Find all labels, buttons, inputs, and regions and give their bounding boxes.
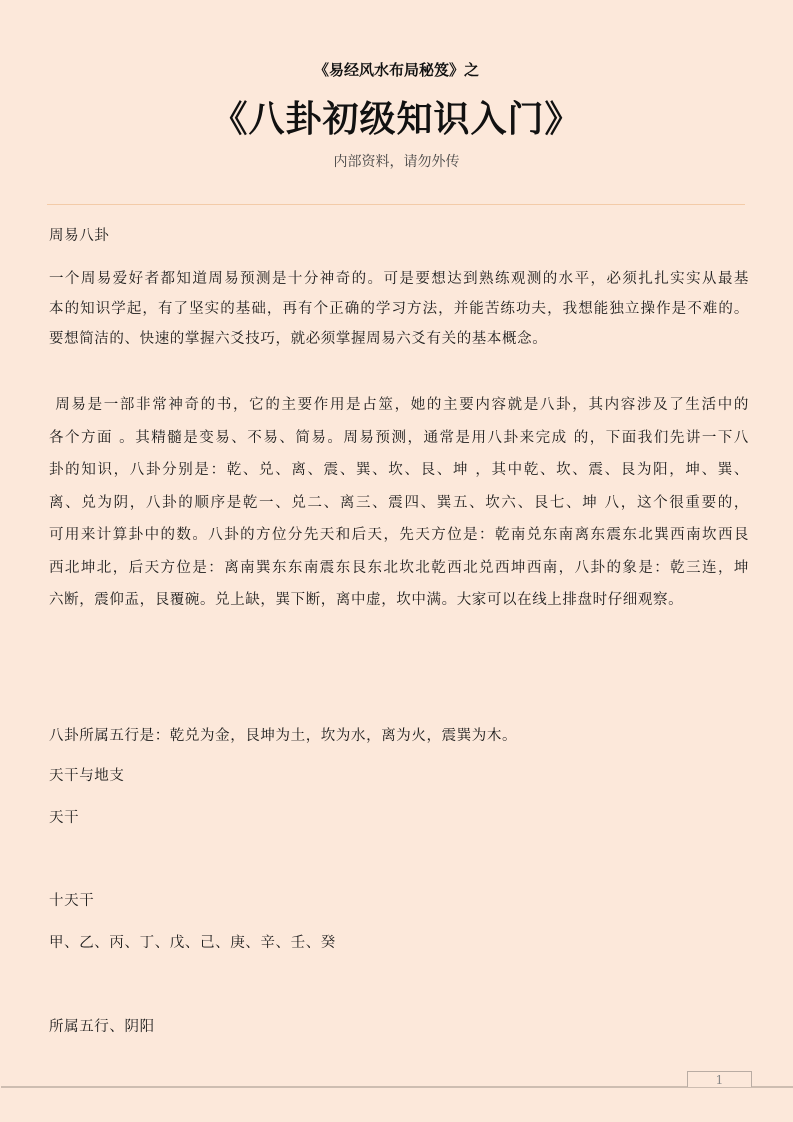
paragraph-line: 可用来计算卦中的数。八卦的方位分先天和后天，先天方位是：乾南兑东南离东震东北巽西南坎西艮 bbox=[49, 527, 749, 543]
footer-rule bbox=[1, 1086, 793, 1088]
document-title: 《八卦初级知识入门》 bbox=[211, 99, 582, 140]
series-title: 《易经风水布局秘笈》之 bbox=[313, 61, 479, 79]
heavenly-earthly-heading: 天干与地支 bbox=[49, 768, 125, 784]
page-number: 1 bbox=[687, 1071, 752, 1087]
bagua-paragraph bbox=[49, 389, 749, 617]
paragraph-line: 六断，震仰盂，艮覆碗。兑上缺，巽下断，离中虚，坎中满。大家可以在线上排盘时仔细观察。 bbox=[49, 592, 684, 608]
paragraph-line: 离、兑为阴，八卦的顺序是乾一、兑二、离三、震四、巽五、坎六、艮七、坤 八，这个很重要的， bbox=[49, 494, 749, 511]
heavenly-stems-heading: 天干 bbox=[49, 810, 80, 826]
section-heading: 周易八卦 bbox=[49, 228, 110, 244]
paragraph-line: 本的知识学起，有了坚实的基础，再有个正确的学习方法，并能苦练功夫，我想能独立操作是不难的。 bbox=[49, 301, 749, 317]
paragraph-line: 要想简洁的、快速的掌握六爻技巧，就必须掌握周易六爻有关的基本概念。 bbox=[49, 331, 548, 347]
paragraph-line: 西北坤北，后天方位是：离南巽东东南震东艮东北坎北乾西北兑西坤西南，八卦的象是：乾三连，坤 bbox=[49, 559, 749, 576]
confidential-subtitle: 内部资料，请勿外传 bbox=[333, 154, 460, 170]
paragraph-line: 卦的知识，八卦分别是：乾、兑、离、震、巽、坎、艮、坤 ，其中乾、坎、震、艮为阳，坤、巽、 bbox=[49, 462, 749, 478]
ten-stems-heading: 十天干 bbox=[49, 893, 95, 909]
ten-stems-list: 甲、乙、丙、丁、戊、己、庚、辛、壬、癸 bbox=[49, 935, 336, 951]
intro-paragraph bbox=[49, 264, 749, 354]
paragraph-line: 各个方面 。其精髓是变易、不易、简易。周易预测，通常是用八卦来完成 的，下面我们先讲一下八 bbox=[49, 429, 749, 446]
header-divider bbox=[47, 204, 745, 205]
element-yinyang-heading: 所属五行、阴阳 bbox=[49, 1019, 155, 1035]
five-elements-line: 八卦所属五行是：乾兑为金，艮坤为土，坎为水，离为火，震巽为木。 bbox=[49, 728, 518, 744]
paragraph-line: 一个周易爱好者都知道周易预测是十分神奇的。可是要想达到熟练观测的水平，必须扎扎实实从最基 bbox=[49, 271, 749, 287]
paragraph-line: 周易是一部非常神奇的书，它的主要作用是占筮，她的主要内容就是八卦，其内容涉及了生活中的 bbox=[49, 397, 749, 413]
